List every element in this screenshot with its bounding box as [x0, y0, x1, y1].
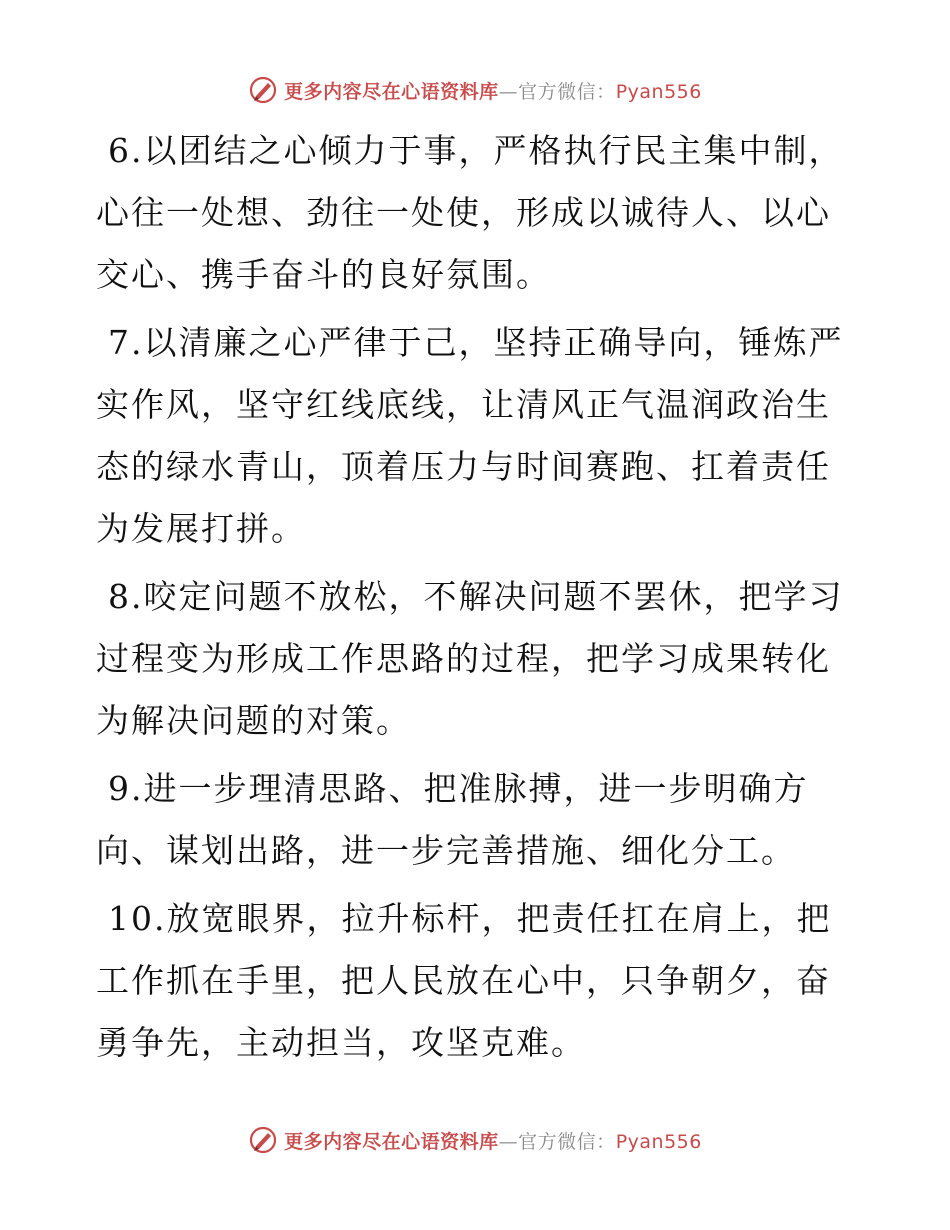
watermark-text	[284, 77, 702, 104]
watermark-wechat-label: 官方微信：	[518, 1130, 616, 1153]
document-body	[96, 120, 852, 1076]
watermark-separator: —	[498, 80, 519, 103]
paragraph-9: 9.进一步理清思路、把准脉搏，进一步明确方向、谋划出路，进一步完善措施、细化分工。	[96, 769, 809, 870]
watermark-wechat-id: Pyan556	[615, 1130, 702, 1153]
pen-logo-icon	[248, 75, 278, 105]
paragraph-6: 6.以团结之心倾力于事，严格执行民主集中制，心往一处想、劲往一处使，形成以诚待人、以心交心、携手奋斗的良好氛围。	[96, 131, 844, 294]
watermark-separator: —	[498, 1130, 519, 1153]
paragraph-8: 8.咬定问题不放松，不解决问题不罢休，把学习过程变为形成工作思路的过程，把学习成果转化为解决问题的对策。	[96, 577, 844, 740]
watermark-site-name: 更多内容尽在心语资料库	[284, 1130, 499, 1153]
watermark-wechat-label: 官方微信：	[518, 80, 616, 103]
watermark-site-name: 更多内容尽在心语资料库	[284, 80, 499, 103]
footer-watermark-banner	[0, 1120, 950, 1160]
watermark-text	[284, 1127, 702, 1154]
paragraph-10: 10.放宽眼界，拉升标杆，把责任扛在肩上，把工作抓在手里，把人民放在心中，只争朝夕，奋勇争先，主动担当，攻坚克难。	[96, 899, 832, 1062]
pen-logo-icon	[248, 1125, 278, 1155]
paragraph-7: 7.以清廉之心严律于己，坚持正确导向，锤炼严实作风，坚守红线底线，让清风正气温润政治生态的绿水青山，顶着压力与时间赛跑、扛着责任为发展打拼。	[96, 323, 844, 548]
header-watermark-banner	[0, 70, 950, 110]
watermark-wechat-id: Pyan556	[615, 80, 702, 103]
